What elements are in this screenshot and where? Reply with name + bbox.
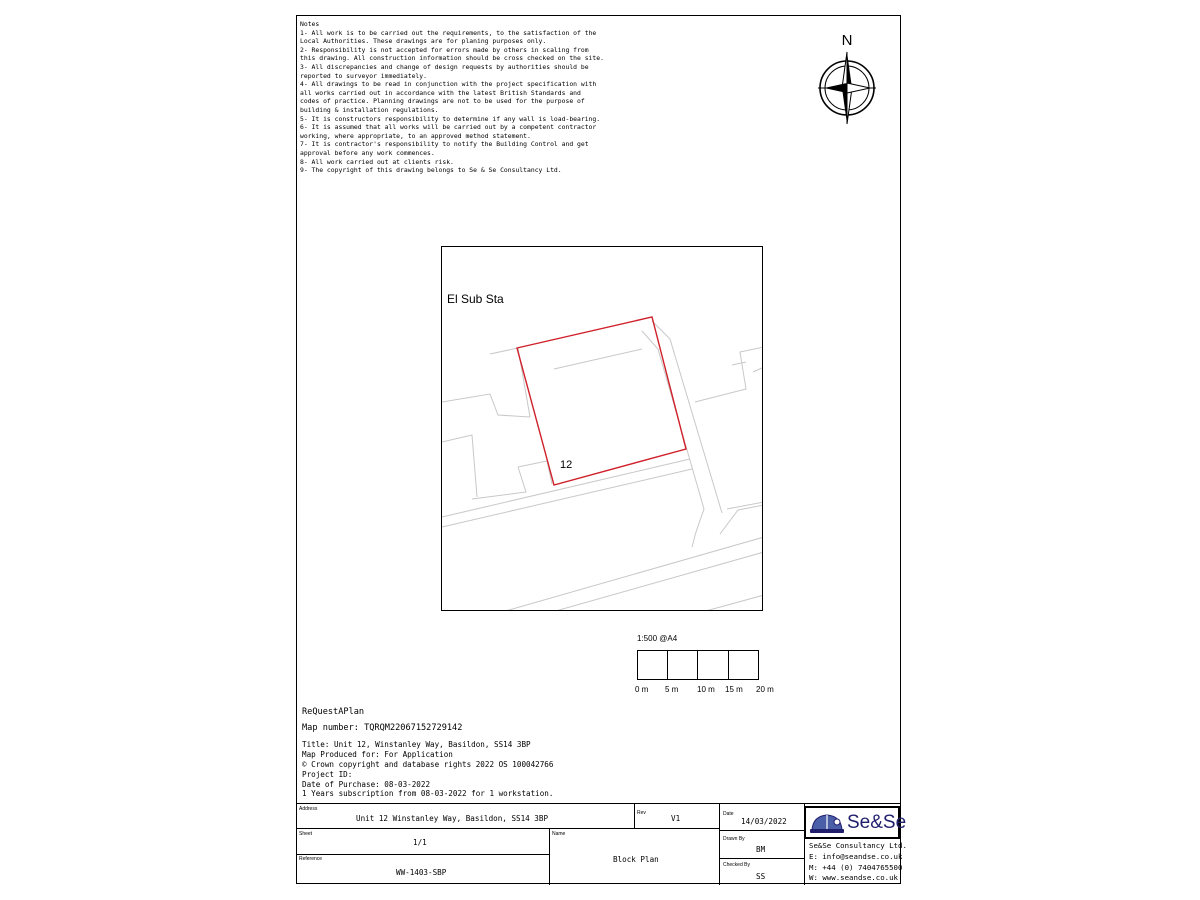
rev-caption: Rev bbox=[637, 810, 646, 816]
notes-line: 6- It is assumed that all works will be carried out by a competent contractor bbox=[300, 123, 597, 132]
scale-label: 20 m bbox=[756, 685, 774, 694]
sheet-caption: Sheet bbox=[299, 831, 313, 837]
notes-line: 5- It is constructors responsibility to determine if any wall is load-bearing. bbox=[300, 114, 601, 123]
notes-line: Notes bbox=[300, 20, 320, 28]
checked-value: SS bbox=[756, 872, 766, 881]
notes-line: 3- All discrepancies and change of design requests by authorities should be bbox=[300, 62, 589, 71]
info-subscription: 1 Years subscription from 08-03-2022 for 1 workstation. bbox=[302, 789, 554, 798]
drawn-value: BM bbox=[756, 845, 766, 854]
notes-block bbox=[300, 20, 604, 175]
notes-line: this drawing. All construction information should be cross checked on the site. bbox=[300, 54, 604, 63]
notes-line: Local Authorities. These drawings are for planing purposes only. bbox=[300, 37, 547, 46]
date-caption: Date bbox=[723, 811, 734, 817]
title-block bbox=[296, 803, 907, 884]
map-label: El Sub Sta bbox=[447, 292, 504, 306]
hard-hat-icon bbox=[809, 810, 845, 837]
date-value: 14/03/2022 bbox=[741, 817, 787, 826]
reference-caption: Reference bbox=[299, 856, 323, 862]
logo-text: Se&Se bbox=[847, 812, 907, 833]
site-boundary bbox=[517, 317, 686, 485]
notes-line: working, where appropriate, to an approved method statement. bbox=[300, 131, 531, 140]
notes-line: 8- All work carried out at clients risk. bbox=[300, 157, 454, 166]
info-project-id: Project ID: bbox=[302, 770, 353, 779]
info-produced-for: Map Produced for: For Application bbox=[302, 750, 453, 759]
company-logo bbox=[804, 806, 907, 839]
scale-label: 10 m bbox=[697, 685, 715, 694]
rev-value: V1 bbox=[671, 814, 681, 823]
site-map bbox=[441, 246, 763, 611]
notes-line: 2- Responsibility is not accepted for errors made by others in scaling from bbox=[300, 45, 589, 54]
notes-line: codes of practice. Planning drawings are not to be used for the purpose of bbox=[300, 97, 585, 106]
notes-line: 9- The copyright of this drawing belongs to Se & Se Consultancy Ltd. bbox=[300, 166, 562, 175]
name-caption: Name bbox=[552, 831, 566, 837]
company-email: E: info@seandse.co.uk bbox=[809, 852, 903, 861]
company-mobile: M: +44 (0) 7404765500 bbox=[809, 863, 903, 872]
north-label: N bbox=[841, 32, 853, 49]
company-name: Se&Se Consultancy Ltd. bbox=[809, 841, 907, 850]
notes-line: building & installation regulations. bbox=[300, 105, 439, 114]
info-title: Title: Unit 12, Winstanley Way, Basildon, SS14 3BP bbox=[302, 740, 531, 749]
address-caption: Address bbox=[299, 806, 318, 812]
company-web: W: www.seandse.co.uk bbox=[809, 873, 898, 882]
info-map-number: Map number: TQRQM22067152729142 bbox=[302, 723, 463, 733]
address-value: Unit 12 Winstanley Way, Basildon, SS14 3BP bbox=[356, 814, 549, 823]
info-copyright: © Crown copyright and database rights 2022 OS 100042766 bbox=[302, 760, 554, 769]
notes-line: approval before any work commences. bbox=[300, 148, 435, 157]
north-arrow-icon bbox=[812, 30, 882, 125]
checked-caption: Checked By bbox=[723, 862, 750, 868]
sheet-value: 1/1 bbox=[413, 838, 427, 847]
scale-title: 1:500 @A4 bbox=[637, 634, 678, 643]
scale-label: 15 m bbox=[725, 685, 743, 694]
drawn-caption: Drawn By bbox=[723, 836, 745, 842]
notes-line: all works carried out in accordance with the latest British Standards and bbox=[300, 88, 581, 97]
reference-value: WW-1403-SBP bbox=[396, 868, 447, 877]
scale-label: 0 m bbox=[635, 685, 649, 694]
info-brand: ReQuestAPlan bbox=[302, 707, 365, 717]
plot-number: 12 bbox=[560, 459, 573, 471]
notes-line: 1- All work is to be carried out the requirements, to the satisfaction of the bbox=[300, 28, 597, 37]
info-date-of-purchase: Date of Purchase: 08-03-2022 bbox=[302, 780, 431, 789]
notes-line: 7- It is contractor's responsibility to notify the Building Control and get bbox=[300, 140, 589, 149]
notes-line: 4- All drawings to be read in conjunction with the project specification with bbox=[300, 80, 597, 89]
notes-line: reported to surveyor immediately. bbox=[300, 71, 427, 80]
scale-bar bbox=[637, 650, 759, 680]
name-value: Block Plan bbox=[613, 855, 659, 864]
scale-label: 5 m bbox=[665, 685, 679, 694]
